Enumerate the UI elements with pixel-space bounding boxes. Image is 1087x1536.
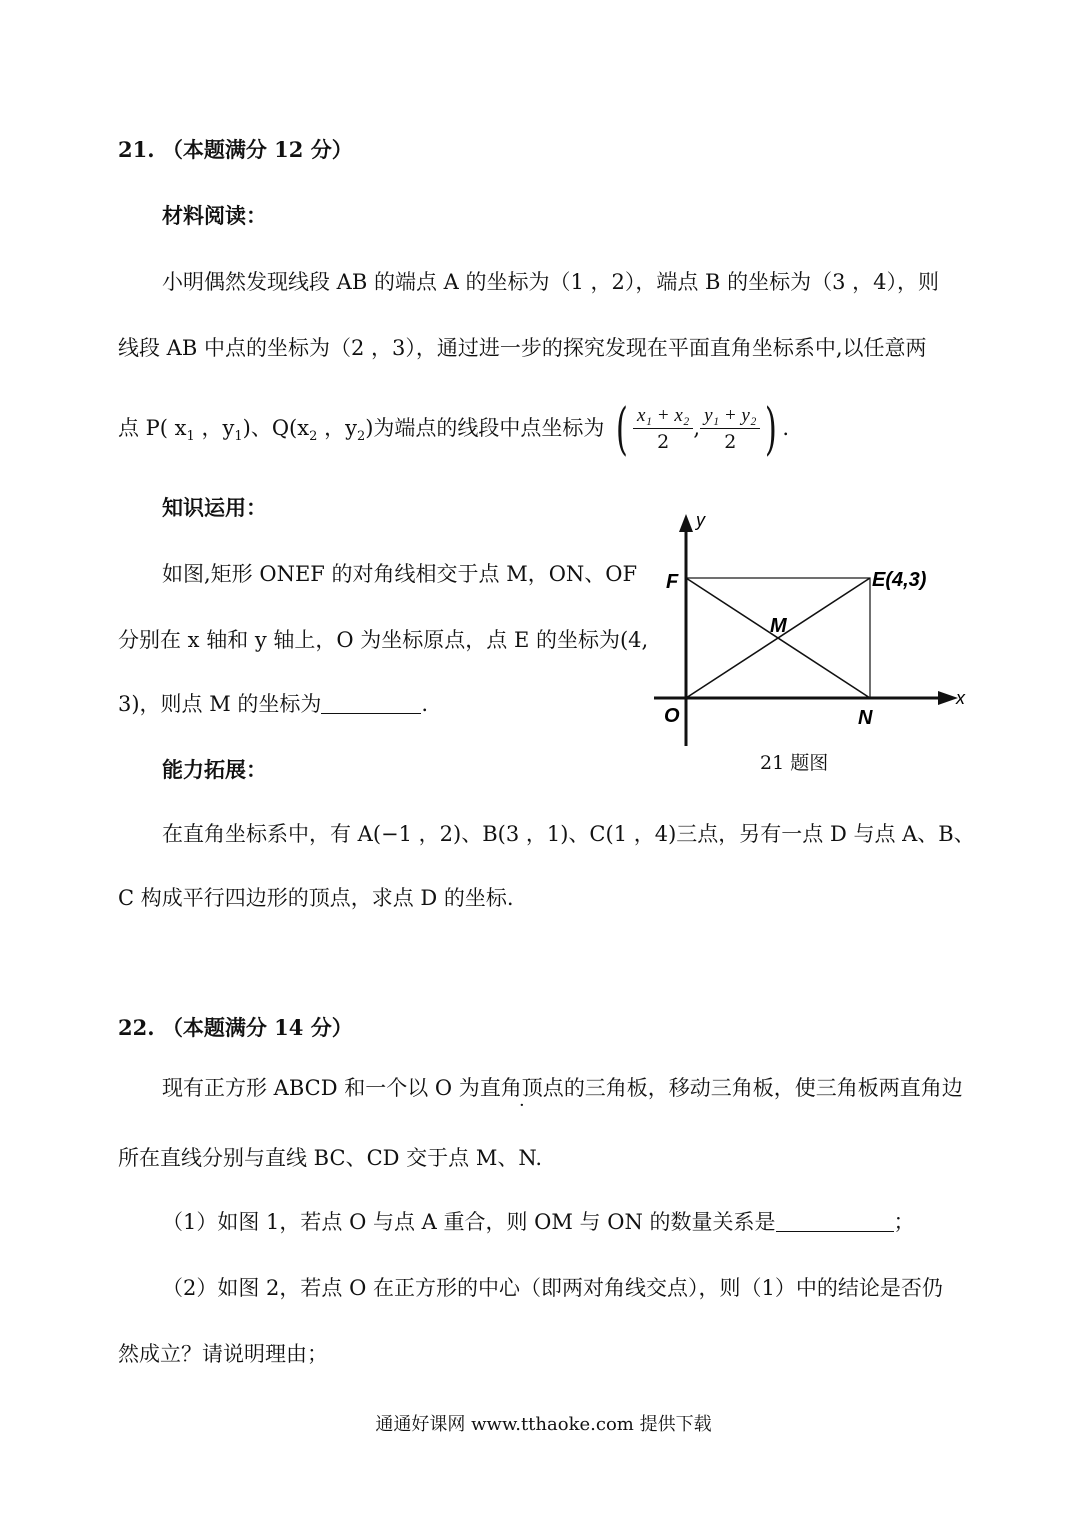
label-f: F <box>666 571 679 593</box>
q21-section-material-title: 材料阅读： <box>162 203 267 228</box>
q21-para3-line2: C 构成平行四边形的顶点，求点 D 的坐标. <box>118 886 514 910</box>
q22-item2-line2: 然成立？请说明理由； <box>118 1342 328 1366</box>
q21-section-knowledge-title: 知识运用： <box>162 495 267 520</box>
label-e: E(4,3) <box>872 569 927 591</box>
fraction-x-numerator: x₁ + x₂ <box>633 404 693 429</box>
q22-item1 <box>162 1208 915 1236</box>
q22-para1-line1-a: 现有正方形 ABCD 和一个以 O 为 <box>162 1076 480 1100</box>
fraction-x <box>633 404 693 455</box>
q21-section-extension-title: 能力拓展： <box>162 757 267 782</box>
q21-para2-line3-text: 3)，则点 M 的坐标为 <box>118 692 322 716</box>
label-o: O <box>664 705 680 727</box>
figure-caption: 21 题图 <box>760 752 829 774</box>
answer-blank-m <box>321 713 421 714</box>
q21-para1-line2: 线段 AB 中点的坐标为（2 ，3），通过进一步的探究发现在平面直角坐标系中,以任意两 <box>118 336 927 360</box>
fraction-y-denominator: 2 <box>724 431 737 453</box>
label-x: x <box>956 688 965 708</box>
fraction-y <box>700 404 760 455</box>
page-footer: 通通好课网 www.tthaoke.com 提供下载 <box>375 1414 712 1435</box>
fraction-y-numerator: y₁ + y₂ <box>700 404 760 429</box>
x-axis-arrow <box>938 691 958 705</box>
q22-heading: 22. （本题满分 14 分） <box>118 1015 353 1040</box>
q21-line3-suffix: )为端点的线段中点坐标为 <box>365 416 605 440</box>
q22-para1-line1-b: 的三角板，移动三角板，使三角板两直角边 <box>563 1076 963 1100</box>
q21-para2-line2: 分别在 x 轴和 y 轴上，O 为坐标原点，点 E 的坐标为(4, <box>118 628 649 652</box>
q21-para3-line1: 在直角坐标系中，有 A(−1 ，2)、B(3 ，1)、C(1 ，4)三点，另有一点 D 与点 A、B、 <box>162 822 975 846</box>
q22-para1-line2: 所在直线分别与直线 BC、CD 交于点 M、N. <box>118 1146 543 1170</box>
q21-para1-line1: 小明偶然发现线段 AB 的端点 A 的坐标为（1 ，2），端点 B 的坐标为（3 ，4），则 <box>162 270 940 294</box>
q22-emphasized-text: 直角顶点 <box>479 1076 564 1100</box>
label-m: M <box>770 615 787 637</box>
q21-para2-line1: 如图,矩形 ONEF 的对角线相交于点 M，ON、OF <box>162 562 638 586</box>
q22-item2-line1: （2）如图 2，若点 O 在正方形的中心（即两对角线交点），则（1）中的结论是否仍 <box>162 1276 943 1300</box>
q21-heading: 21. （本题满分 12 分） <box>118 137 353 162</box>
q22-para1-line1 <box>162 1074 963 1102</box>
q22-item1-end: ； <box>893 1210 915 1234</box>
q22-item1-text: （1）如图 1，若点 O 与点 A 重合，则 OM 与 ON 的数量关系是 <box>162 1210 776 1234</box>
q21-line3-prefix: 点 P( x <box>118 416 187 440</box>
y-axis-arrow <box>679 514 693 532</box>
q21-para2-line3: 3)，则点 M 的坐标为 . <box>118 692 429 716</box>
q21-para1-line3: 点 P( $x_1$ ，$y_1$)、$Q(x_2$ ，$y_2$)为端点的线段中点坐标为 ( $\frac{\text{x₁ + x₂}}{2}$ , $\frac{\text{y₁ + y₂}}{2}$ ) . <box>118 396 790 462</box>
fraction-x-denominator: 2 <box>657 431 670 453</box>
q21-figure <box>640 508 980 748</box>
answer-blank-om-on <box>776 1231 894 1232</box>
label-y: y <box>696 510 705 530</box>
q21-line3-mid: 、Q(x <box>250 416 310 440</box>
left-paren: ( <box>616 396 629 462</box>
right-paren: ) <box>765 396 778 462</box>
label-n: N <box>858 707 873 729</box>
